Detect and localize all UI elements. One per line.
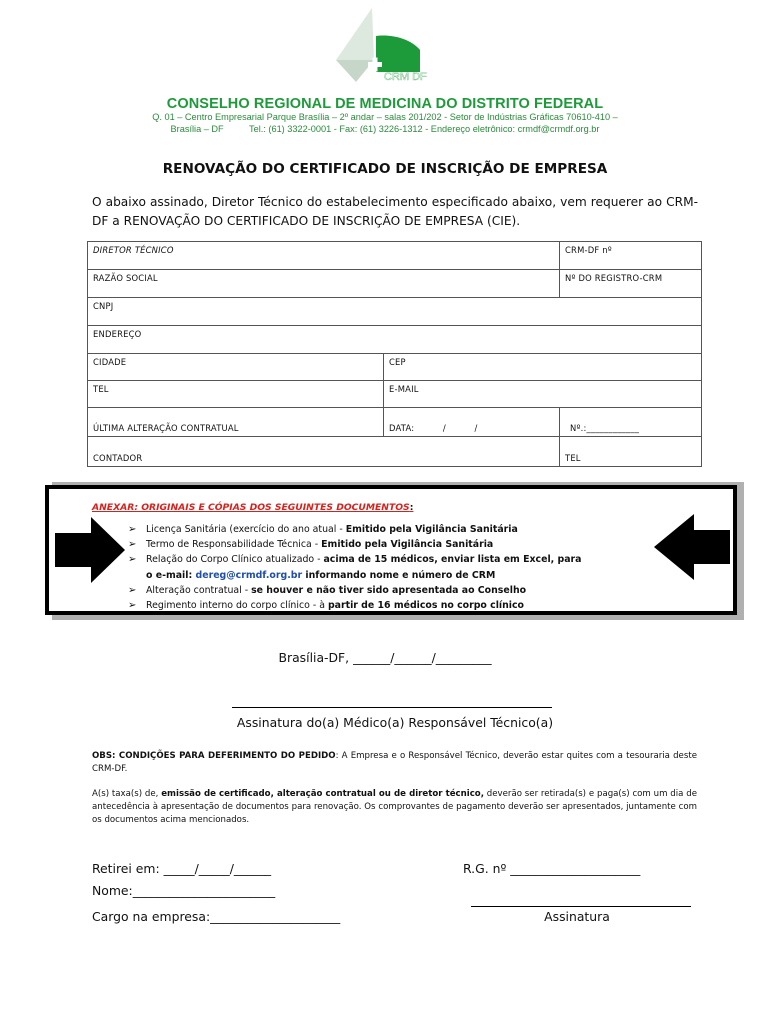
list-item bbox=[128, 552, 648, 582]
registration-form-table bbox=[87, 241, 702, 467]
arrow-left-icon bbox=[654, 514, 730, 580]
field-email[interactable]: E-MAIL bbox=[384, 381, 702, 408]
address-line-2: Brasília – DF Tel.: (61) 3322-0001 - Fax: (61) 3226-1312 - Endereço eletrônico: crmdf@crmdf.org.br bbox=[170, 123, 600, 134]
obs-text: A(s) taxa(s) de, bbox=[92, 789, 162, 799]
field-contador[interactable]: CONTADOR bbox=[88, 437, 560, 467]
annex-item-text: Relação do Corpo Clínico atualizado - bbox=[146, 554, 324, 566]
field-ultima-alteracao[interactable]: ÚLTIMA ALTERAÇÃO CONTRATUAL bbox=[88, 408, 384, 437]
annex-document-list bbox=[128, 522, 648, 613]
annex-title bbox=[92, 502, 413, 513]
annex-item-text: Regimento interno do corpo clínico - à bbox=[146, 600, 328, 612]
annex-item-bold: Emitido pela Vigilância Sanitária bbox=[345, 524, 518, 535]
logo-text: CRM DF bbox=[384, 71, 427, 83]
list-item bbox=[128, 598, 648, 613]
assinatura-label: Assinatura bbox=[544, 909, 610, 924]
arrow-bullet-icon: ➢ bbox=[128, 539, 137, 551]
annex-title-colon: : bbox=[409, 502, 414, 513]
annex-title-text: ANEXAR: ORIGINAIS E CÓPIAS DOS SEGUINTES DOCUMENTOS bbox=[92, 502, 410, 513]
annex-item-bold: o e-mail: bbox=[146, 569, 196, 581]
retirei-em-field[interactable]: Retirei em: _____/_____/______ bbox=[92, 861, 272, 876]
annex-item-bold: Emitido pela Vigilância Sanitária bbox=[321, 539, 494, 551]
obs-fees bbox=[92, 788, 697, 828]
rg-field[interactable]: R.G. nº _____________________ bbox=[463, 861, 641, 876]
document-title: RENOVAÇÃO DO CERTIFICADO DE INSCRIÇÃO DE EMPRESA bbox=[162, 161, 608, 177]
obs-bold: emissão de certificado, alteração contratual ou de diretor técnico, bbox=[161, 789, 484, 799]
annex-item-bold: acima de 15 médicos, enviar lista em Excel, para bbox=[323, 554, 582, 566]
arrow-bullet-icon: ➢ bbox=[128, 584, 137, 596]
crm-df-logo bbox=[330, 6, 430, 90]
org-address bbox=[60, 112, 710, 135]
field-tel-contador[interactable]: TEL bbox=[560, 437, 702, 467]
assinatura-line[interactable] bbox=[471, 906, 691, 907]
obs-conditions bbox=[92, 750, 697, 776]
date-field[interactable]: Brasília-DF, ______/______/_________ bbox=[278, 650, 492, 665]
org-name: CONSELHO REGIONAL DE MEDICINA DO DISTRITO FEDERAL bbox=[166, 96, 604, 112]
list-item bbox=[128, 522, 648, 537]
arrow-bullet-icon: ➢ bbox=[128, 524, 137, 535]
field-razao-social[interactable]: RAZÃO SOCIAL bbox=[88, 270, 560, 298]
obs-text: deverão ser retirada(s) e paga(s) com um dia de antecedência à apresentação de documentos para renovação. Os comprovantes de pagamento deverão ser apresentados, juntamente com os documentos acima mencionados. bbox=[92, 789, 697, 826]
signature-line[interactable] bbox=[232, 707, 552, 708]
address-line-1: Q. 01 – Centro Empresarial Parque Brasília – 2º andar – salas 201/202 - Setor de Indústrias Gráficas 70610-410 – bbox=[152, 112, 618, 122]
field-numero[interactable]: Nº.:____________ bbox=[560, 408, 702, 437]
field-cep[interactable]: CEP bbox=[384, 354, 702, 381]
annex-item-text: Licença Sanitária (exercício do ano atual - bbox=[146, 524, 346, 535]
arrow-bullet-icon: ➢ bbox=[128, 554, 137, 566]
field-endereco[interactable]: ENDEREÇO bbox=[88, 326, 702, 354]
list-item bbox=[128, 583, 648, 598]
email-link[interactable]: dereg@crmdf.org.br bbox=[195, 569, 303, 581]
annex-item-bold: partir de 16 médicos no corpo clínico bbox=[327, 600, 525, 612]
obs-text: : A Empresa e o Responsável Técnico, deverão estar quites com a tesouraria deste CRM-DF. bbox=[92, 751, 697, 775]
annex-item-bold: informando nome e número de CRM bbox=[302, 569, 496, 581]
arrow-right-icon bbox=[55, 517, 125, 583]
arrow-bullet-icon: ➢ bbox=[128, 600, 137, 612]
annex-item-text: Termo de Responsabilidade Técnica - bbox=[146, 539, 322, 551]
annex-item-text: Alteração contratual - bbox=[146, 584, 252, 596]
field-registro-crm[interactable]: Nº DO REGISTRO-CRM bbox=[560, 270, 702, 298]
list-item bbox=[128, 537, 648, 552]
field-diretor-tecnico[interactable]: DIRETOR TÉCNICO bbox=[88, 242, 560, 270]
nome-field[interactable]: Nome:_______________________ bbox=[92, 883, 276, 898]
obs-heading: OBS: CONDIÇÕES PARA DEFERIMENTO DO PEDIDO bbox=[92, 751, 336, 761]
field-cnpj[interactable]: CNPJ bbox=[88, 298, 702, 326]
field-cidade[interactable]: CIDADE bbox=[88, 354, 384, 381]
field-data[interactable]: DATA: / / bbox=[384, 408, 560, 437]
cargo-field[interactable]: Cargo na empresa:_____________________ bbox=[92, 909, 341, 924]
signature-caption: Assinatura do(a) Médico(a) Responsável Técnico(a) bbox=[236, 715, 554, 730]
intro-paragraph: O abaixo assinado, Diretor Técnico do estabelecimento especificado abaixo, vem requerer ao CRM-DF a RENOVAÇÃO DO CERTIFICADO DE INSCRIÇÃO DE EMPRESA (CIE). bbox=[92, 195, 698, 228]
field-tel[interactable]: TEL bbox=[88, 381, 384, 408]
field-crm-df-no[interactable]: CRM-DF nº bbox=[560, 242, 702, 270]
annex-item-bold: se houver e não tiver sido apresentada ao Conselho bbox=[251, 584, 527, 596]
